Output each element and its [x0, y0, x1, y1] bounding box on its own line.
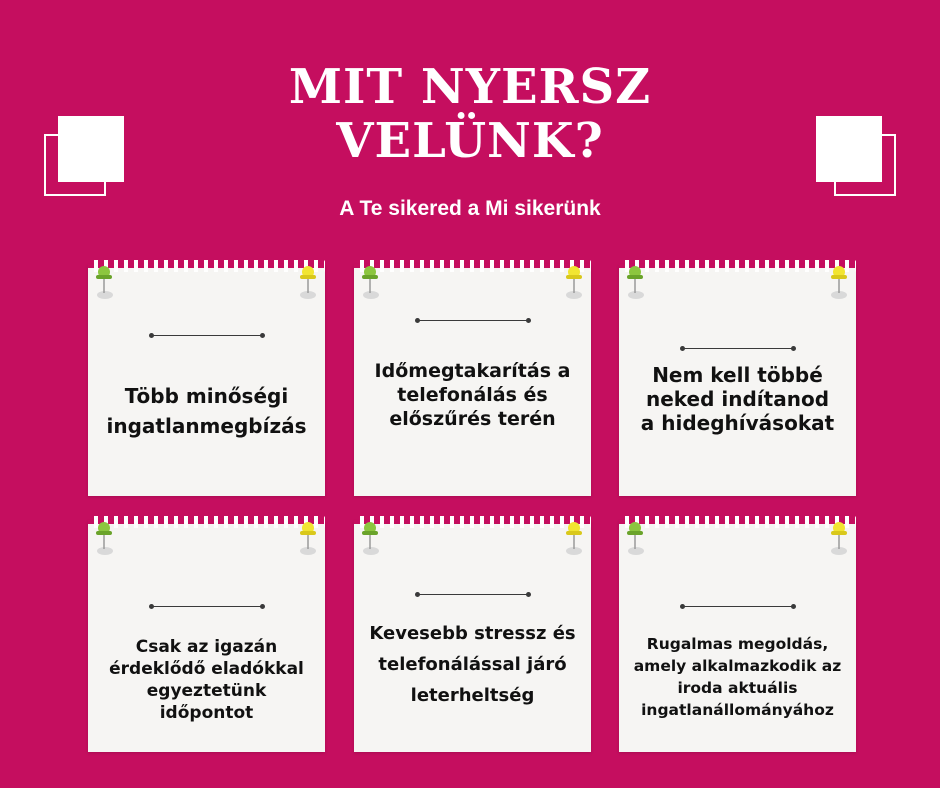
- card-text: Csak az igazán érdeklődő eladókkal egyeztetünk időpontot: [109, 637, 304, 723]
- spiral-binding: [354, 516, 591, 528]
- title-line-2: VELÜNK?: [336, 113, 604, 169]
- spiral-binding: [354, 260, 591, 272]
- benefit-card-6: [619, 521, 856, 752]
- title-line-1: MIT NYERSZ: [288, 59, 652, 115]
- card-divider: [417, 594, 529, 595]
- yellow-pushpin-icon: [826, 519, 852, 557]
- spiral-binding: [619, 516, 856, 528]
- benefit-card-2: [354, 265, 591, 496]
- yellow-pushpin-icon: [561, 519, 587, 557]
- yellow-pushpin-icon: [295, 519, 321, 557]
- spiral-binding: [619, 260, 856, 272]
- card-text: Kevesebb stressz és telefonálással járó leterheltség: [369, 623, 576, 706]
- green-pushpin-icon: [92, 263, 118, 301]
- green-pushpin-icon: [623, 519, 649, 557]
- spiral-binding: [88, 516, 325, 528]
- green-pushpin-icon: [623, 263, 649, 301]
- benefit-card-4: [88, 521, 325, 752]
- card-divider: [151, 335, 263, 336]
- card-text: Több minőségi ingatlanmegbízás: [106, 384, 307, 438]
- card-divider: [682, 606, 794, 607]
- benefit-card-3: [619, 265, 856, 496]
- yellow-pushpin-icon: [295, 263, 321, 301]
- page-title: [0, 60, 940, 168]
- green-pushpin-icon: [358, 519, 384, 557]
- card-divider: [151, 606, 263, 607]
- yellow-pushpin-icon: [561, 263, 587, 301]
- yellow-pushpin-icon: [826, 263, 852, 301]
- benefit-card-1: [88, 265, 325, 496]
- card-divider: [682, 348, 794, 349]
- green-pushpin-icon: [92, 519, 118, 557]
- card-text: Rugalmas megoldás, amely alkalmazkodik az iroda aktuális ingatlanállományához: [633, 635, 842, 719]
- card-text: Nem kell többé neked indítanod a hideghívásokat: [640, 363, 835, 435]
- spiral-binding: [88, 260, 325, 272]
- green-pushpin-icon: [358, 263, 384, 301]
- card-divider: [417, 320, 529, 321]
- card-text: Időmegtakarítás a telefonálás és előszűrés terén: [374, 360, 571, 430]
- benefit-card-5: [354, 521, 591, 752]
- page-subtitle: A Te sikered a Mi sikerünk: [339, 197, 601, 220]
